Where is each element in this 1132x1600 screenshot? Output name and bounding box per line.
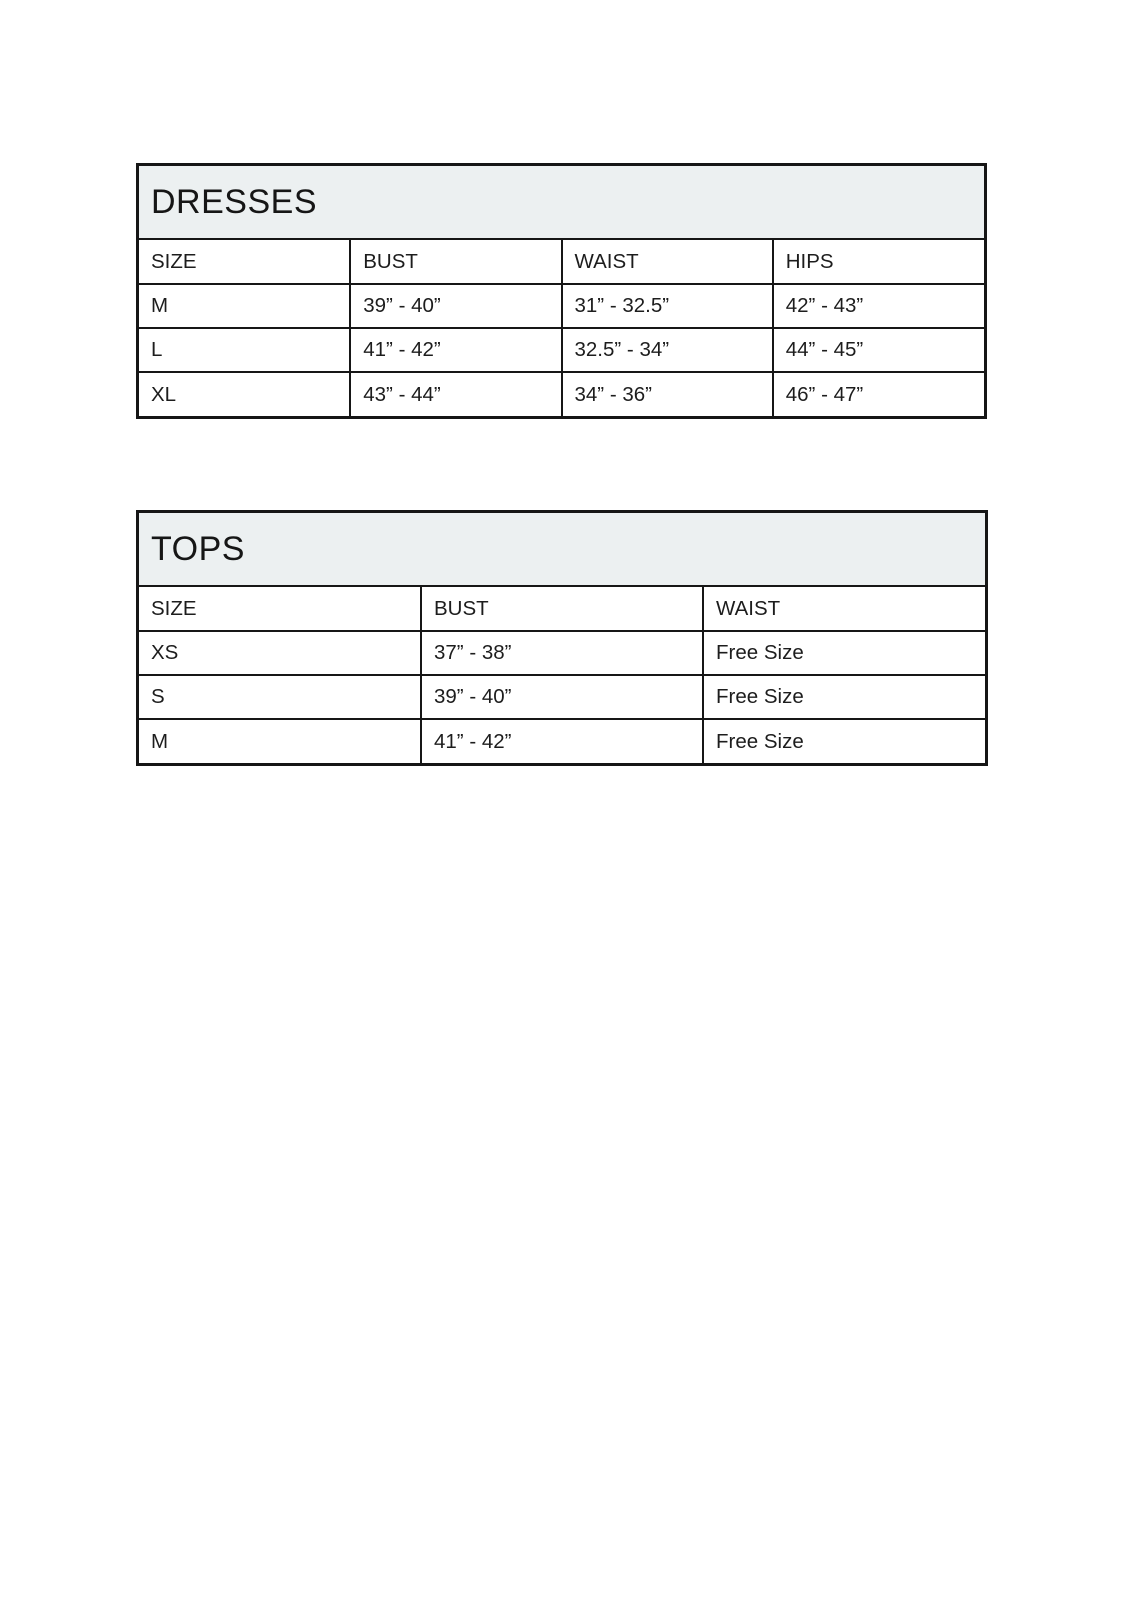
cell-waist: Free Size [703,675,985,719]
cell-bust: 41” - 42” [350,328,561,372]
cell-size: M [139,719,421,763]
tops-size-table [136,510,988,766]
cell-hips: 42” - 43” [773,284,984,328]
cell-size: S [139,675,421,719]
cell-bust: 39” - 40” [350,284,561,328]
cell-bust: 43” - 44” [350,372,561,416]
dresses-size-table [136,163,987,419]
dresses-row-xl [139,372,984,416]
tops-header-bust: BUST [421,587,703,631]
cell-hips: 44” - 45” [773,328,984,372]
cell-waist: Free Size [703,719,985,763]
dresses-row-m [139,284,984,328]
dresses-header-size: SIZE [139,240,350,284]
dresses-title: DRESSES [151,182,317,221]
cell-bust: 39” - 40” [421,675,703,719]
dresses-row-l [139,328,984,372]
tops-title-band [139,513,985,587]
tops-row-xs [139,631,985,675]
cell-waist: Free Size [703,631,985,675]
cell-bust: 37” - 38” [421,631,703,675]
tops-header-waist: WAIST [703,587,985,631]
dresses-header-row [139,240,984,284]
dresses-title-band [139,166,984,240]
tops-title: TOPS [151,529,245,568]
dresses-header-hips: HIPS [773,240,984,284]
cell-hips: 46” - 47” [773,372,984,416]
cell-size: L [139,328,350,372]
cell-waist: 32.5” - 34” [562,328,773,372]
cell-waist: 34” - 36” [562,372,773,416]
cell-bust: 41” - 42” [421,719,703,763]
dresses-header-waist: WAIST [562,240,773,284]
dresses-grid [139,240,984,416]
dresses-header-bust: BUST [350,240,561,284]
cell-waist: 31” - 32.5” [562,284,773,328]
cell-size: XL [139,372,350,416]
tops-grid [139,587,985,763]
tops-row-m [139,719,985,763]
cell-size: XS [139,631,421,675]
cell-size: M [139,284,350,328]
tops-row-s [139,675,985,719]
tops-header-size: SIZE [139,587,421,631]
tops-header-row [139,587,985,631]
